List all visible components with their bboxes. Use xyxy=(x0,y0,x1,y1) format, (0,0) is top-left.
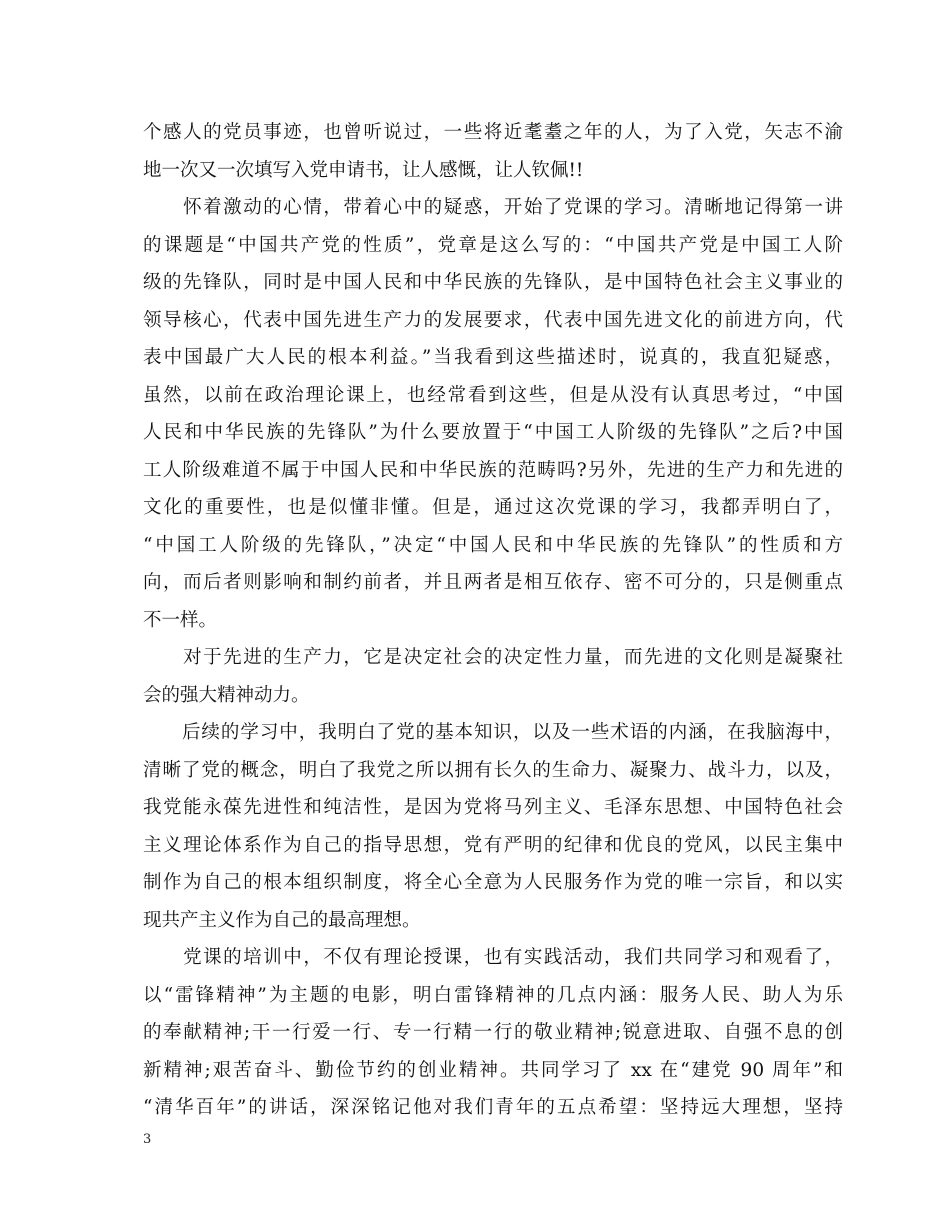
text-line: 以“雷锋精神”为主题的电影，明白雷锋精神的几点内涵：服务人民、助人为乐 xyxy=(143,984,843,1006)
text-line: 人民和中华民族的先锋队”为什么要放置于“中国工人阶级的先锋队”之后?中国 xyxy=(143,422,843,443)
text-line: 表中国最广大人民的根本利益。”当我看到这些描述时，说真的，我直犯疑惑， xyxy=(143,347,843,368)
text-line: 会的强大精神动力。 xyxy=(143,684,310,706)
text-line: “清华百年”的讲话，深深铭记他对我们青年的五点希望：坚持远大理想，坚持 xyxy=(143,1097,843,1118)
text-line: 工人阶级难道不属于中国人民和中华民族的范畴吗?另外，先进的生产力和先进的 xyxy=(143,459,843,481)
text-line: 的奉献精神;干一行爱一行、专一行精一行的敬业精神;锐意进取、自强不息的创 xyxy=(143,1022,843,1043)
text-line: 领导核心，代表中国先进生产力的发展要求，代表中国先进文化的前进方向，代 xyxy=(143,309,843,331)
text-line: 怀着激动的心情，带着心中的疑惑，开始了党课的学习。清晰地记得第一讲 xyxy=(143,197,843,218)
text-line: “中国工人阶级的先锋队，”决定“中国人民和中华民族的先锋队”的性质和方 xyxy=(143,534,843,556)
text-line: 向，而后者则影响和制约前者，并且两者是相互依存、密不可分的，只是侧重点 xyxy=(143,572,843,593)
text-line: 后续的学习中，我明白了党的基本知识，以及一些术语的内涵，在我脑海中， xyxy=(143,722,843,743)
body-text xyxy=(143,114,843,1127)
text-line: 对于先进的生产力，它是决定社会的决定性力量，而先进的文化则是凝聚社 xyxy=(143,647,843,668)
page-number: 3 xyxy=(143,1132,152,1147)
text-line: 现共产主义作为自己的最高理想。 xyxy=(143,909,421,931)
text-line: 地一次又一次填写入党申请书，让人感慨，让人钦佩!! xyxy=(143,159,584,181)
text-line: 新精神;艰苦奋斗、勤俭节约的创业精神。共同学习了 xx 在“建党 90 周年”和 xyxy=(143,1059,843,1081)
text-line: 不一样。 xyxy=(143,609,218,631)
text-line: 党课的培训中，不仅有理论授课，也有实践活动，我们共同学习和观看了， xyxy=(143,947,843,968)
text-line: 文化的重要性，也是似懂非懂。但是，通过这次党课的学习，我都弄明白了， xyxy=(143,497,843,518)
text-line: 主义理论体系作为自己的指导思想，党有严明的纪律和优良的党风，以民主集中 xyxy=(143,834,843,856)
text-line: 虽然，以前在政治理论课上，也经常看到这些，但是从没有认真思考过，“中国 xyxy=(143,384,843,406)
text-line: 级的先锋队，同时是中国人民和中华民族的先锋队，是中国特色社会主义事业的 xyxy=(143,272,843,293)
text-line: 我党能永葆先进性和纯洁性，是因为党将马列主义、毛泽东思想、中国特色社会 xyxy=(143,797,843,818)
text-line: 个感人的党员事迹，也曾听说过，一些将近耄耋之年的人，为了入党，矢志不渝 xyxy=(143,122,843,143)
text-line: 制作为自己的根本组织制度，将全心全意为人民服务作为党的唯一宗旨，和以实 xyxy=(143,872,843,893)
text-line: 的课题是“中国共产党的性质”，党章是这么写的：“中国共产党是中国工人阶 xyxy=(143,234,843,256)
text-line: 清晰了党的概念，明白了我党之所以拥有长久的生命力、凝聚力、战斗力，以及， xyxy=(143,759,843,781)
